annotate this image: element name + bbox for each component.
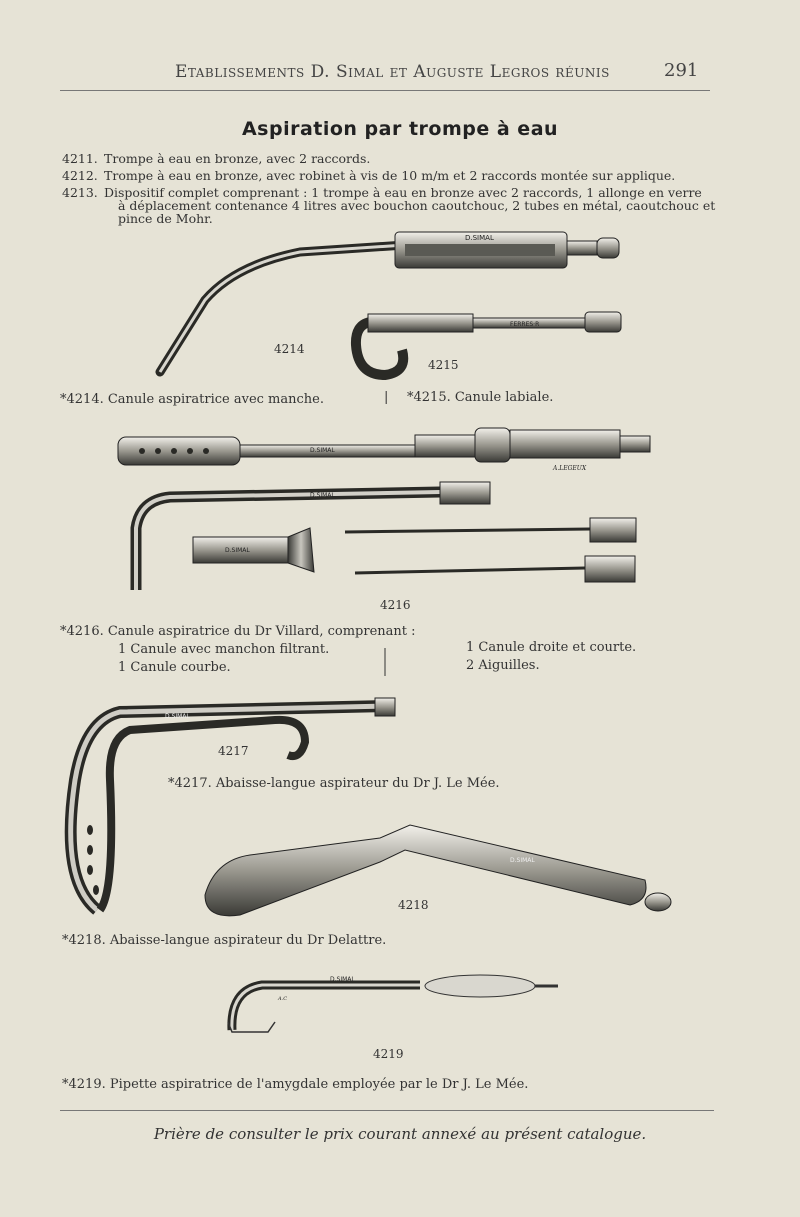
caption-separator: | <box>384 390 389 405</box>
engraving-ferres: FERRES·R <box>510 321 540 328</box>
caption-4216: *4216. Canule aspiratrice du Dr Villard, comprenant : <box>60 624 416 639</box>
engraving-simal: D.SIMAL <box>330 976 355 983</box>
footer-rule <box>60 1110 714 1111</box>
page-number: 291 <box>664 60 699 81</box>
needles-4216 <box>345 518 636 582</box>
engraving-simal: D.SIMAL <box>510 857 535 864</box>
cannula-4216-curved <box>136 482 490 590</box>
figure-number-4216: 4216 <box>380 598 411 612</box>
caption-4216-part: 2 Aiguilles. <box>466 658 540 673</box>
item-4213-cont-2: pince de Mohr. <box>118 211 213 226</box>
figure-number-4218: 4218 <box>398 898 429 912</box>
cannula-4216-filtered <box>118 428 650 472</box>
item-text: Trompe à eau en bronze, avec 2 raccords. <box>104 151 371 166</box>
engraving-simal: D.SIMAL <box>310 447 335 454</box>
item-text: Dispositif complet comprenant : 1 trompe à eau en bronze avec 2 raccords, 1 allonge en verre <box>104 185 702 200</box>
cannula-4215 <box>356 312 621 375</box>
cannula-4214 <box>160 232 619 372</box>
item-number: 4212. <box>62 168 98 183</box>
section-title: Aspiration par trompe à eau <box>241 118 559 140</box>
figure-number-4215: 4215 <box>428 358 459 372</box>
engraving-simal: D.SIMAL <box>310 492 335 499</box>
caption-4219: *4219. Pipette aspiratrice de l'amygdale employée par le Dr J. Le Mée. <box>62 1077 529 1092</box>
cannula-4216-straight <box>193 528 314 572</box>
caption-4216-part: 1 Canule avec manchon filtrant. <box>118 642 330 657</box>
figure-number-4214: 4214 <box>274 342 305 356</box>
engraving-ac: A.C <box>278 996 288 1002</box>
caption-4216-part: 1 Canule courbe. <box>118 660 231 675</box>
item-number: 4211. <box>62 151 98 166</box>
caption-4218: *4218. Abaisse-langue aspirateur du Dr Delattre. <box>62 933 387 948</box>
caption-4214: *4214. Canule aspiratrice avec manche. <box>60 392 324 407</box>
engraving-simal: D.SIMAL <box>225 547 250 554</box>
tongue-depressor-4218 <box>205 825 671 916</box>
item-text: Trompe à eau en bronze, avec robinet à vis de 10 m/m et 2 raccords montée sur applique. <box>104 168 676 183</box>
footer-note: Prière de consulter le prix courant annexé au présent catalogue. <box>153 1125 647 1143</box>
engraving-simal: D.SIMAL <box>165 713 190 720</box>
caption-4215: *4215. Canule labiale. <box>407 390 554 405</box>
engraving-simal: D.SIMAL <box>465 234 494 242</box>
figure-number-4217: 4217 <box>218 744 249 758</box>
item-4213-cont-1: à déplacement contenance 4 litres avec bouchon caoutchouc, 2 tubes en métal, caoutchouc et <box>118 198 716 213</box>
pipette-4219 <box>228 975 558 1032</box>
item-number: 4213. <box>62 185 98 200</box>
caption-4216-part: 1 Canule droite et courte. <box>466 640 637 655</box>
figure-number-4219: 4219 <box>373 1047 404 1061</box>
caption-4217: *4217. Abaisse-langue aspirateur du Dr J. Le Mée. <box>168 776 500 791</box>
running-header: Etablissements D. Simal et Auguste Legros réunis <box>175 62 610 82</box>
engraving-legeux: A.LEGEUX <box>553 465 587 472</box>
